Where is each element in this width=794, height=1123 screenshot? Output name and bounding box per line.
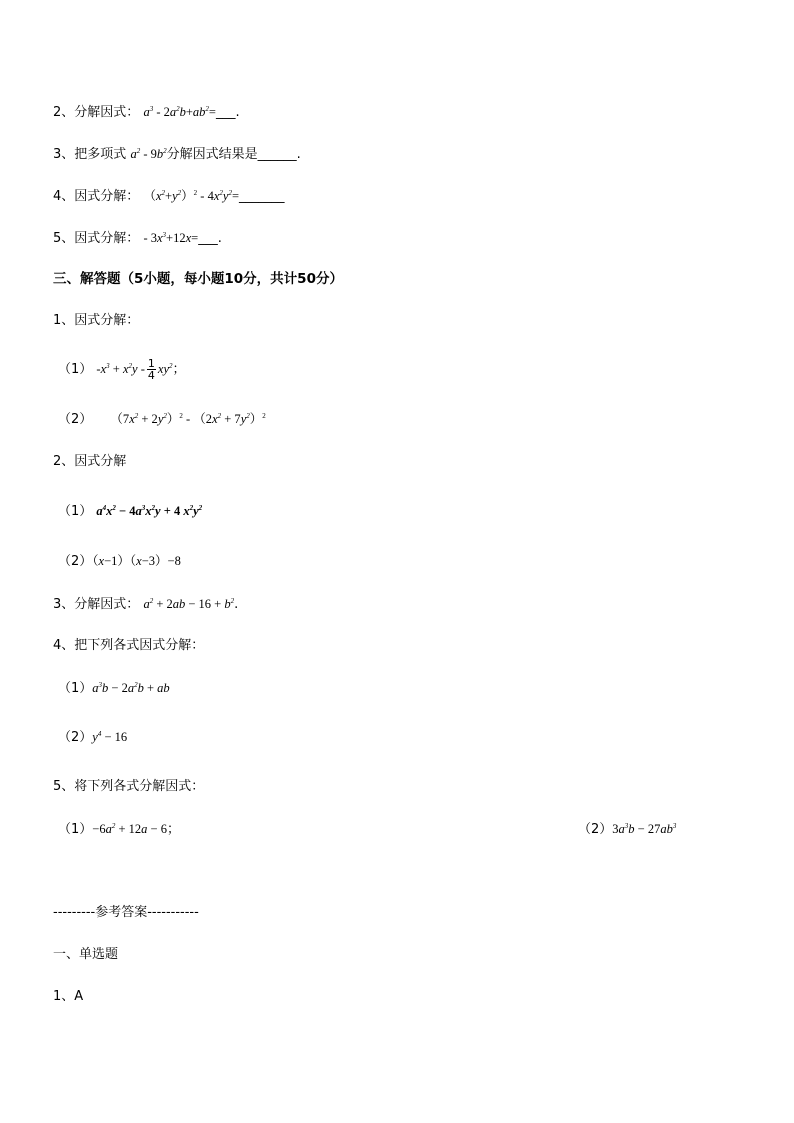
math-expression: $y^4 - 16$: [92, 730, 128, 744]
problem-5: 5、将下列各式分解因式：: [53, 779, 205, 794]
math-expression: - $3x^3+12x=$: [143, 231, 199, 245]
problem-5-part-1: $(1)-6a^2 + 12a - 6$；: [58, 822, 180, 837]
math-expression: $a^3b - 2a^2b$ + ab: [92, 681, 170, 695]
problem-2: 2、因式分解: [53, 454, 127, 469]
problem-4: 4、把下列各式因式分解：: [53, 638, 205, 653]
math-expression: $(7x^2 + 2y^2)^2 - (2x^2 + 7y^2)^2$: [110, 412, 266, 426]
problem-4-part-2: $(2)y^4 - 16$: [58, 730, 128, 745]
math-expression: $(x^2+y^2)^2 - 4x^2y^2=$: [143, 189, 240, 203]
section-heading: 三、解答题（5小题，每小题10分，共计50分）: [53, 271, 343, 287]
problem-3: 3、分解因式： $a^2 + 2ab - 16 + b^2$.: [53, 597, 239, 612]
question-4: 4、因式分解： $(x^2+y^2)^2$ - $4x^2y^2=\_\_\_\_\_\_\_$: [53, 189, 285, 204]
problem-1-part-1: （1） $-x^3 + x^2y$ - $\frac{1}{4}$ $xy^2$；: [58, 357, 186, 382]
answer-divider: ---------参考答案-----------: [53, 905, 199, 920]
math-expression: $-6a^2 + 12a - 6$: [92, 822, 167, 836]
math-expression: $3a^3b - 27ab^3$: [612, 822, 677, 836]
question-5: 5、因式分解： - $3x^3+12x=\_\_\_$.: [53, 231, 222, 246]
answer-blank: ___: [215, 105, 236, 120]
answer-blank: _______: [239, 189, 285, 204]
problem-2-part-2: （2）（x−1）（x−3）−8: [58, 554, 181, 569]
problem-2-part-1: （1） $a^4x^2 - 4a^3x^2y + 4$ $x^2y^2$: [58, 504, 203, 519]
math-expression: （x−1）（x−3）−8: [92, 554, 181, 568]
problem-5-part-2: $(2)3a^3b - 27ab^3$: [578, 822, 677, 837]
problem-1-part-2: （2） $(7x^2 + 2y^2)^2 - (2x^2 + 7y^2)^2$: [58, 412, 266, 427]
problem-4-part-1: $(1)a^3b - 2a^2b$ + ab: [58, 681, 170, 696]
question-3: 3、把多项式 $a^2 - 9b^2$分解因式结果是______.: [53, 147, 301, 162]
math-expression: $-x^3 + x^2y$ -: [96, 362, 145, 376]
fraction: $\frac{1}{4}$: [147, 357, 155, 382]
math-expression: $a^4x^2 - 4a^3x^2y + 4$ $x^2y^2$: [96, 504, 203, 518]
answer-blank: ______: [257, 147, 297, 162]
math-expression: $a^2 + 2ab - 16 + b^2$: [143, 597, 235, 611]
question-2: 2、分解因式： $a^3$ - $2a^2b+ab^2=\_\_\_$.: [53, 105, 240, 120]
answer-section-heading: 一、单选题: [53, 947, 119, 962]
answer-item: 1、A: [53, 989, 84, 1004]
math-expression: $a^2 - 9b^2$: [130, 147, 167, 161]
math-expression: $a^3 - 2a^2b+ab^2=$: [143, 105, 216, 119]
answer-blank: ___: [198, 231, 218, 246]
problem-1: 1、因式分解：: [53, 313, 140, 328]
